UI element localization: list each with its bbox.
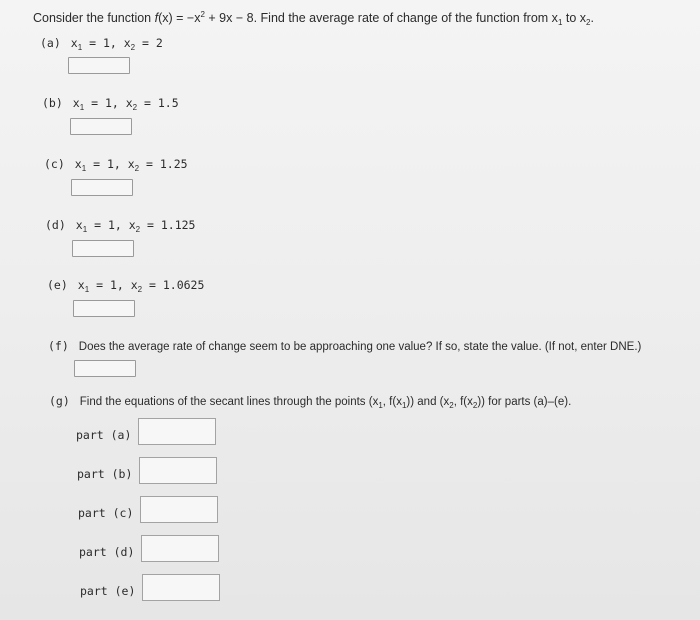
part-g-a-answer-input[interactable] [138,418,216,445]
part-g-b-answer-input[interactable] [139,457,217,484]
part-a-answer-input[interactable] [68,57,130,74]
part-c-prompt: (c) $x_1 = 1$, $x_2 = 1.25$ [44,157,188,173]
part-f-question: (f) Does the average rate of change seem to be approaching one value? If so, state the value. (If not, enter DNE.) [48,339,642,353]
part-g-d-label: part (d) [79,545,135,559]
part-e-prompt: (e) $x_1 = 1$, $x_2 = 1.0625$ [47,278,205,294]
part-d-prompt: (d) $x_1 = 1$, $x_2 = 1.125$ [45,218,196,234]
part-g-b-label: part (b) [77,467,133,481]
part-g-e-answer-input[interactable] [142,574,220,601]
part-a-prompt: (a) $x_1 = 1$, $x_2 = 2$ [40,36,163,52]
part-b-prompt: (b) $x_1 = 1$, $x_2 = 1.5$ [42,96,179,112]
part-f-answer-input[interactable] [74,360,136,377]
part-g-e-label: part (e) [80,584,136,598]
part-g-question: (g) Find the equations of the secant lines through the points ($x_1$, $f(x_1)$) and ($x_2$, $f(x_2)$) for parts (a)–(e). [49,394,572,410]
part-e-answer-input[interactable] [73,300,135,317]
part-g-c-answer-input[interactable] [140,496,218,523]
part-g-c-label: part (c) [78,506,134,520]
part-g-a-label: part (a) [76,428,132,442]
part-g-d-answer-input[interactable] [141,535,219,562]
part-c-answer-input[interactable] [71,179,133,196]
part-b-answer-input[interactable] [70,118,132,135]
part-d-answer-input[interactable] [72,240,134,257]
question-title: Consider the function $f(x) = -x^2 + 9x - 8$. Find the average rate of change of the function from $x_1$ to $x_2$. [33,10,594,27]
